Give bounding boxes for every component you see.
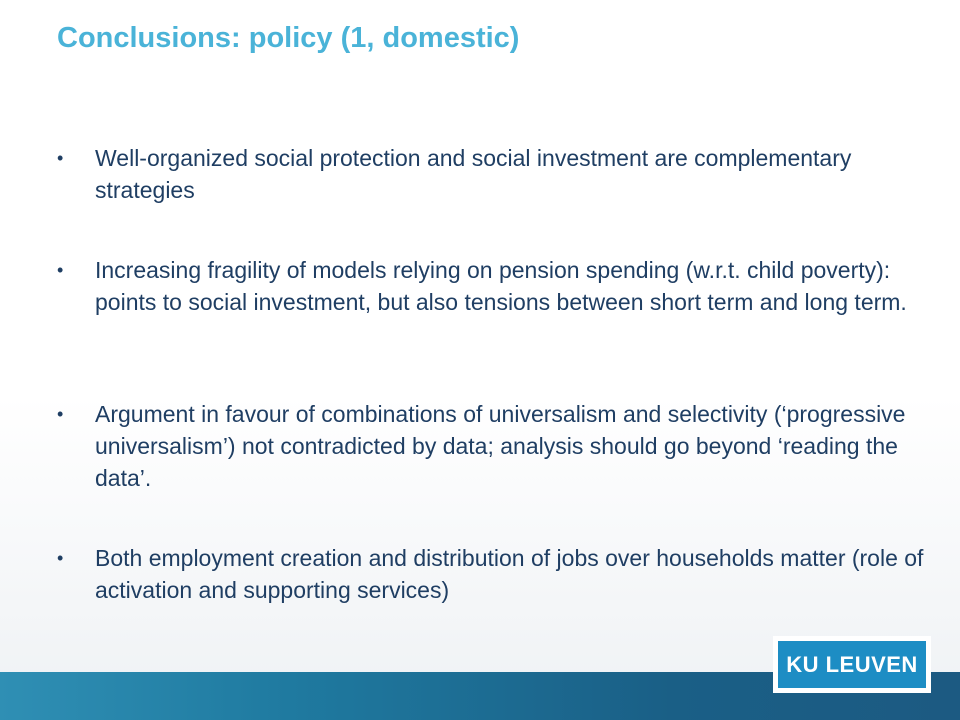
bullet-text: Argument in favour of combinations of universalism and selectivity (‘progressive universalism’) not contradicted by data; analysis should go beyond ‘reading the data’. (95, 401, 906, 491)
bullet-text: Both employment creation and distribution of jobs over households matter (role of activation and supporting services) (95, 545, 924, 603)
bullet-item (57, 254, 927, 318)
bullet-item (57, 398, 927, 494)
slide-title: Conclusions: policy (1, domestic) (57, 22, 520, 54)
bullet-marker: • (57, 404, 64, 424)
logo-text: KU LEUVEN (778, 641, 926, 688)
bullet-marker: • (57, 548, 64, 568)
ku-leuven-logo (773, 636, 931, 693)
bullet-marker: • (57, 148, 64, 168)
bullet-item (57, 542, 927, 606)
bullet-text: Well-organized social protection and social investment are complementary strategies (95, 145, 852, 203)
bullet-item (57, 142, 927, 206)
bullet-marker: • (57, 260, 64, 280)
bullet-text: Increasing fragility of models relying on pension spending (w.r.t. child poverty): points to social investment, but also tensions between short term and long term. (95, 257, 907, 315)
